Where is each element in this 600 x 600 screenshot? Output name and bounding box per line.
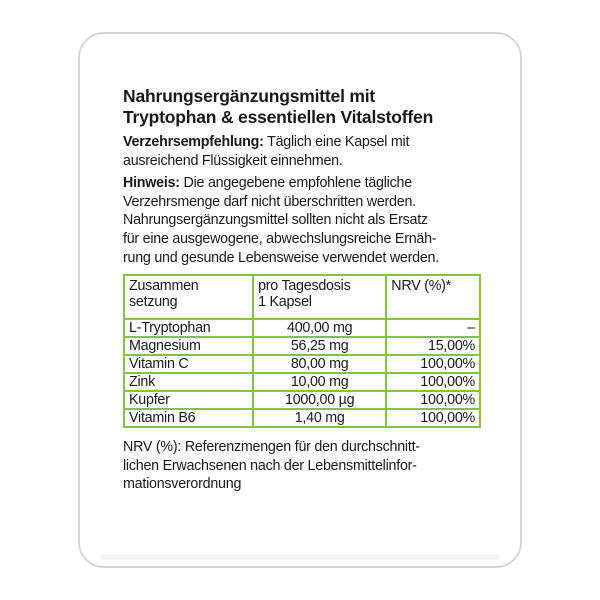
table-row [124, 373, 480, 391]
recommendation-paragraph [123, 133, 481, 170]
nrv-footnote [123, 438, 481, 494]
nutrient-name: Kupfer [124, 391, 253, 409]
header-nrv: NRV (%)* [386, 275, 480, 319]
footnote-line-3: mationsverordnung [123, 476, 242, 493]
nutrient-amount: 10,00 mg [253, 373, 386, 391]
nutrient-nrv: 100,00% [386, 355, 480, 373]
nutrient-amount: 400,00 mg [253, 319, 386, 337]
header-daily-dose-line-1: pro Tagesdosis [258, 278, 351, 295]
header-composition [124, 275, 253, 319]
title-line-1: Nahrungsergänzungsmittel mit [123, 86, 376, 106]
nutrient-amount: 1000,00 µg [253, 391, 386, 409]
label-content [123, 86, 481, 494]
table-row [124, 391, 480, 409]
header-daily-dose [253, 275, 386, 319]
notice-line-2: Verzehrsmenge darf nicht überschritten werden. [123, 193, 416, 210]
table-header-row [124, 275, 480, 319]
nutrient-name: L-Tryptophan [124, 319, 253, 337]
notice-line-1: Die angegebene empfohlene tägliche [179, 175, 412, 192]
notice-line-3: Nahrungsergänzungsmittel sollten nicht als Ersatz [123, 212, 428, 229]
recommendation-text-1: Täglich eine Kapsel mit [263, 134, 410, 150]
nutrient-nrv: – [386, 319, 480, 337]
table-row [124, 337, 480, 355]
nutrient-name: Vitamin B6 [124, 409, 253, 427]
nutrient-nrv: 15,00% [386, 337, 480, 355]
nutrient-name: Vitamin C [124, 355, 253, 373]
header-composition-line-1: Zusammen [129, 278, 199, 295]
table-row [124, 319, 480, 337]
nutrient-nrv: 100,00% [386, 373, 480, 391]
notice-line-5: rung und gesunde Lebensweise verwendet werden. [123, 249, 439, 266]
nutrient-name: Zink [124, 373, 253, 391]
notice-line-4: für eine ausgewogene, abwechslungsreiche Ernäh- [123, 230, 437, 247]
table-row [124, 355, 480, 373]
nutrient-amount: 1,40 mg [253, 409, 386, 427]
header-daily-dose-line-2: 1 Kapsel [258, 294, 312, 311]
nutrient-name: Magnesium [124, 337, 253, 355]
nutrition-table [123, 274, 481, 428]
notice-paragraph [123, 174, 481, 267]
nutrient-nrv: 100,00% [386, 409, 480, 427]
table-row [124, 409, 480, 427]
nutrient-nrv: 100,00% [386, 391, 480, 409]
header-composition-line-2: setzung [129, 294, 178, 311]
recommendation-text-2: ausreichend Flüssigkeit einnehmen. [123, 152, 343, 169]
footnote-line-2: lichen Erwachsenen nach der Lebensmittelinfor- [123, 457, 417, 474]
recommendation-label: Verzehrsempfehlung: [123, 134, 264, 150]
nutrient-amount: 80,00 mg [253, 355, 386, 373]
title-line-2: Tryptophan & essentiellen Vitalstoffen [123, 107, 434, 127]
footnote-line-1: NRV (%): Referenzmengen für den durchschnitt- [123, 439, 420, 456]
nutrient-amount: 56,25 mg [253, 337, 386, 355]
product-title [123, 86, 481, 128]
notice-label: Hinweis: [123, 175, 180, 192]
card-bottom-strip [100, 554, 500, 560]
